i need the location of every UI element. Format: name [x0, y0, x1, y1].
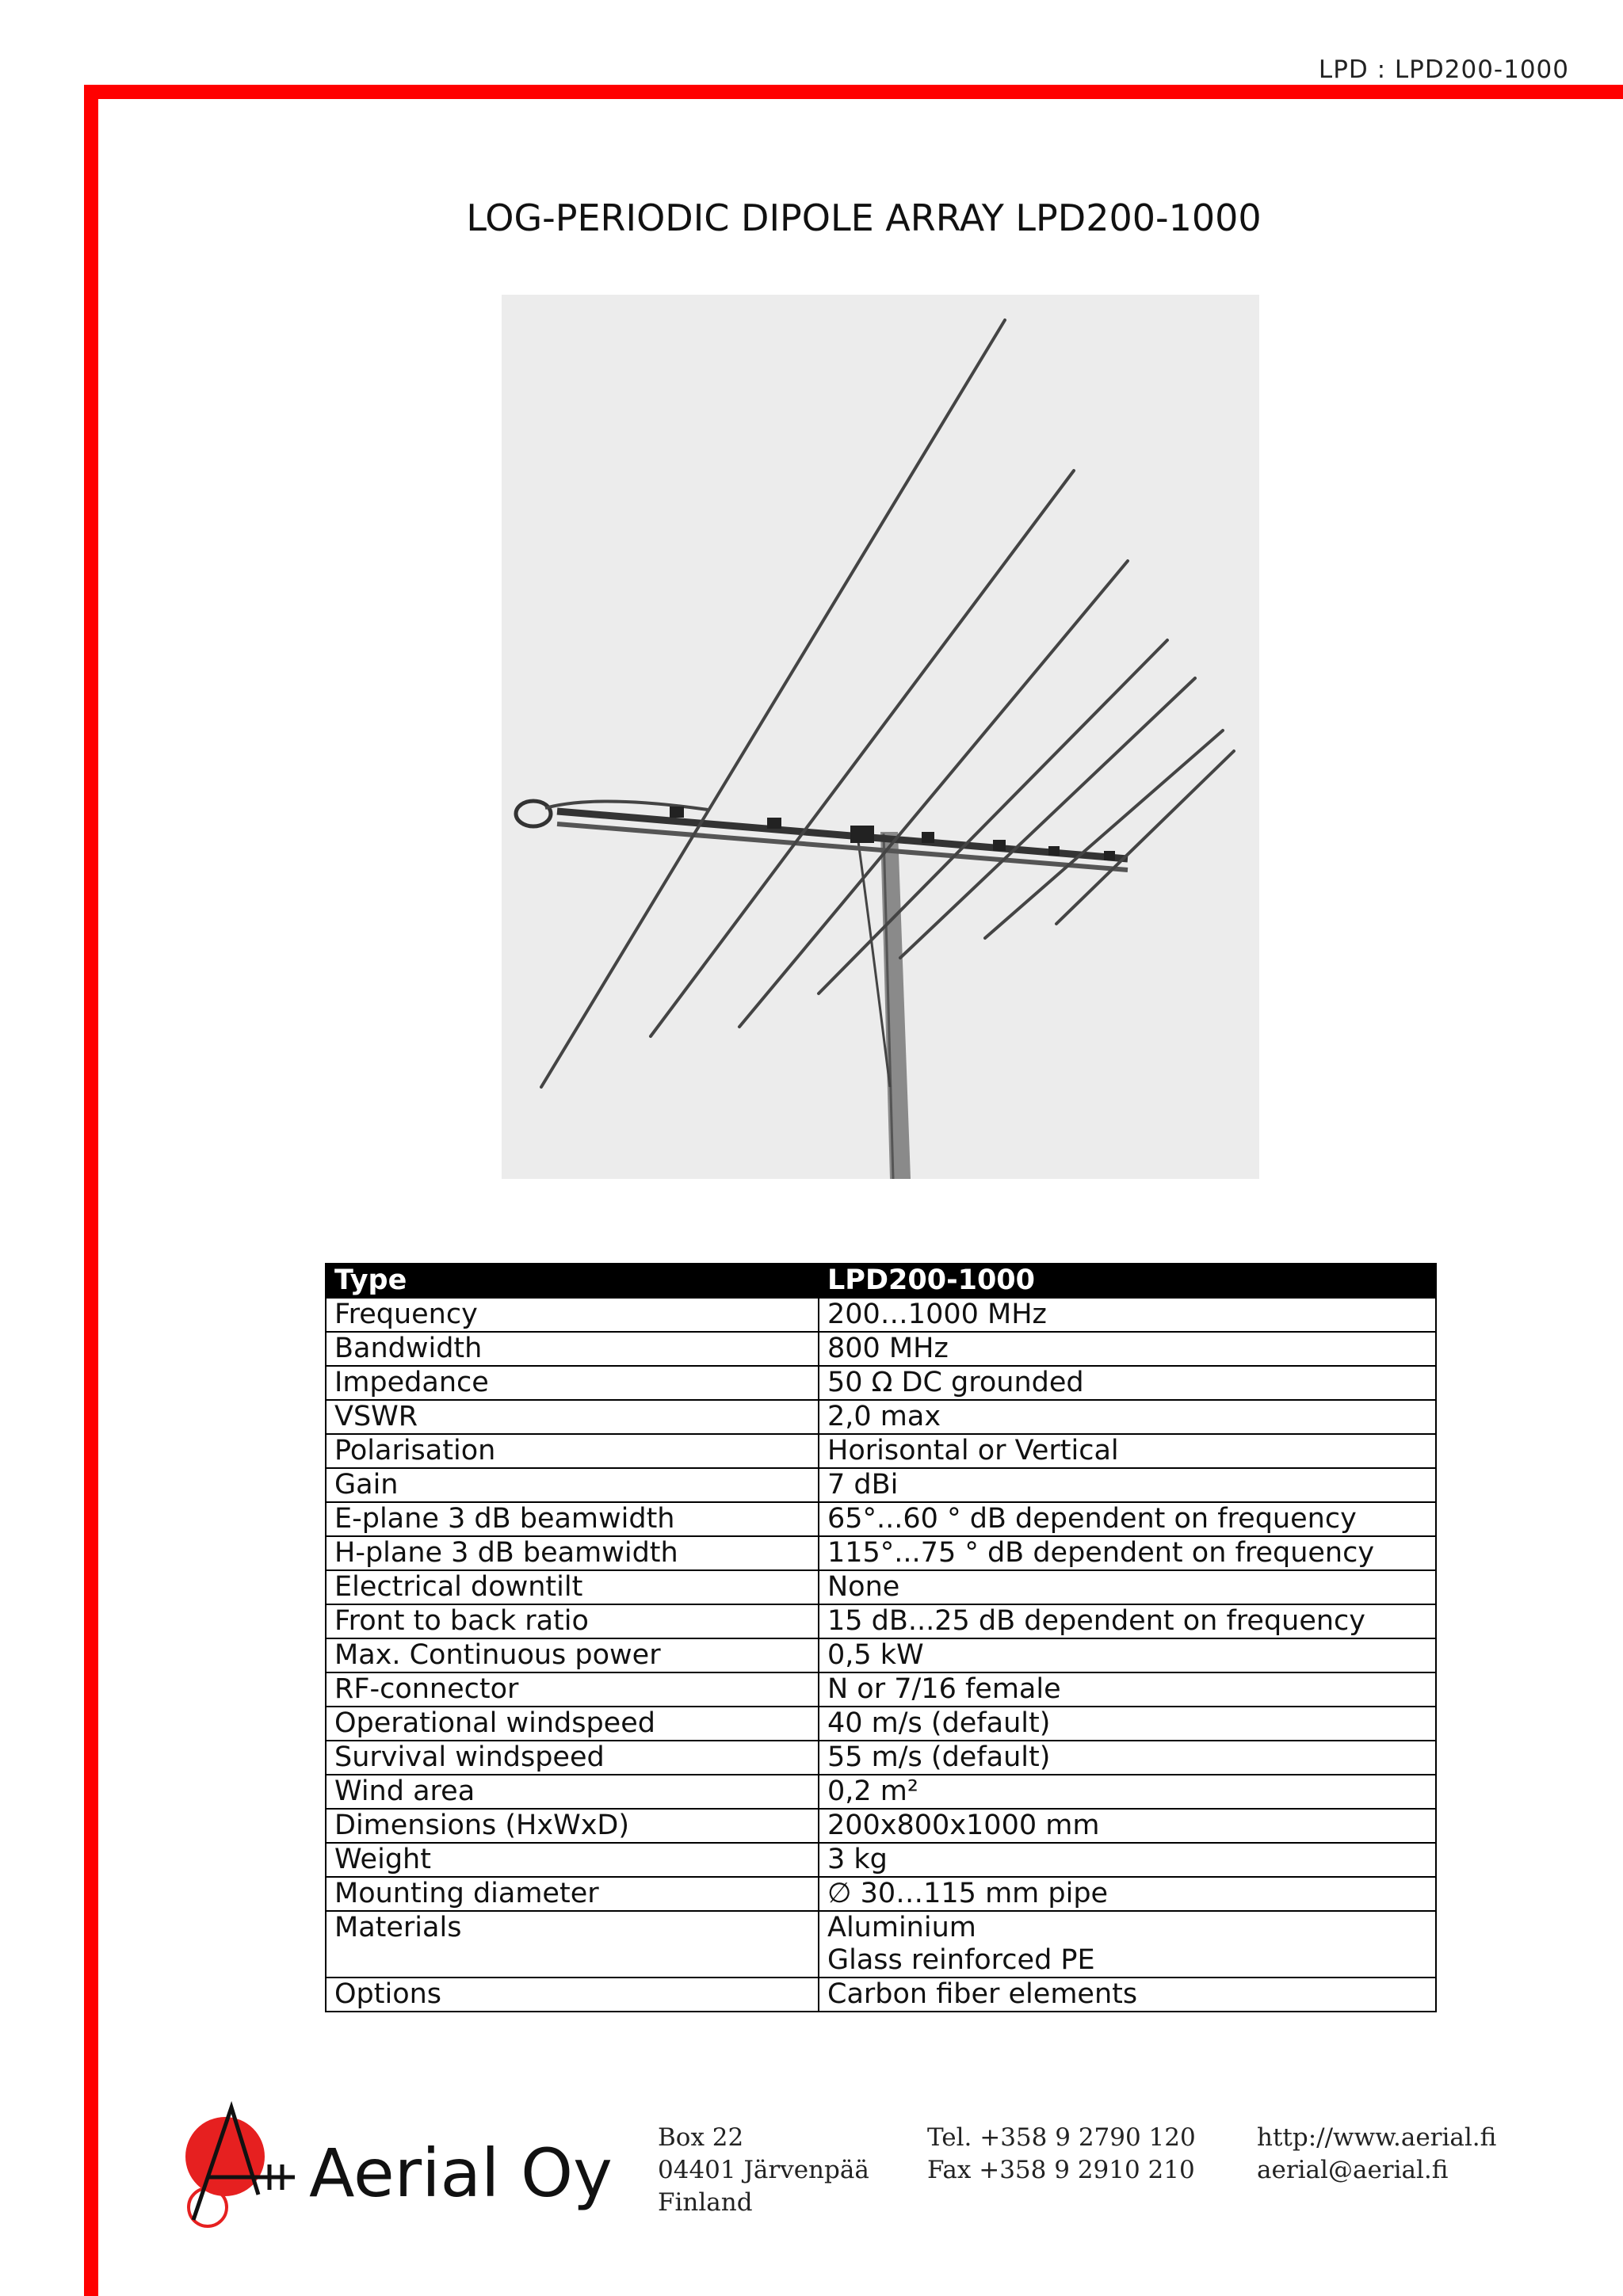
spec-label: Mounting diameter	[326, 1877, 819, 1911]
website-link[interactable]: http://www.aerial.fi	[1257, 2123, 1497, 2152]
spec-value: ∅ 30…115 mm pipe	[819, 1877, 1436, 1911]
spec-label: Polarisation	[326, 1434, 819, 1468]
spec-header-label: Type	[326, 1264, 819, 1298]
spec-row	[326, 1978, 1436, 2012]
red-left-rule	[84, 85, 98, 2296]
spec-row	[326, 1809, 1436, 1843]
spec-value: 0,2 m²	[819, 1775, 1436, 1809]
spec-label: RF-connector	[326, 1672, 819, 1707]
aerial-oy-logo	[176, 2101, 636, 2234]
spec-row	[326, 1298, 1436, 1332]
spec-row	[326, 1741, 1436, 1775]
spec-value: 15 dB...25 dB dependent on frequency	[819, 1604, 1436, 1638]
spec-value-line: Aluminium	[827, 1912, 976, 1943]
fax-line: Fax +358 9 2910 210	[927, 2156, 1195, 2184]
spec-label: Dimensions (HxWxD)	[326, 1809, 819, 1843]
spec-value: 7 dBi	[819, 1468, 1436, 1502]
spec-row	[326, 1638, 1436, 1672]
address-line: Box 22	[658, 2123, 744, 2152]
spec-value: 65°...60 ° dB dependent on frequency	[819, 1502, 1436, 1536]
spec-value: 3 kg	[819, 1843, 1436, 1877]
antenna-photo	[502, 295, 1259, 1179]
spec-row	[326, 1707, 1436, 1741]
spec-row	[326, 1366, 1436, 1400]
spec-label: Front to back ratio	[326, 1604, 819, 1638]
spec-value: Carbon fiber elements	[819, 1978, 1436, 2012]
spec-value-line: Glass reinforced PE	[827, 1944, 1095, 1976]
contact-web	[1257, 2122, 1496, 2187]
spec-label: Wind area	[326, 1775, 819, 1809]
spec-label: Survival windspeed	[326, 1741, 819, 1775]
red-top-rule	[84, 85, 1623, 99]
spec-label: Operational windspeed	[326, 1707, 819, 1741]
spec-row	[326, 1843, 1436, 1877]
spec-value: None	[819, 1570, 1436, 1604]
spec-row	[326, 1502, 1436, 1536]
spec-label: VSWR	[326, 1400, 819, 1434]
email-link[interactable]: aerial@aerial.fi	[1257, 2156, 1449, 2184]
spec-label: H-plane 3 dB beamwidth	[326, 1536, 819, 1570]
spec-value: 2,0 max	[819, 1400, 1436, 1434]
spec-label: Impedance	[326, 1366, 819, 1400]
address-line: Finland	[658, 2188, 753, 2217]
document-reference: LPD : LPD200-1000	[1318, 55, 1569, 84]
spec-row	[326, 1877, 1436, 1911]
spec-value: Horisontal or Vertical	[819, 1434, 1436, 1468]
spec-row	[326, 1775, 1436, 1809]
spec-label: Frequency	[326, 1298, 819, 1332]
logo-wordmark: Aerial Oy	[309, 2134, 613, 2212]
spec-label: Weight	[326, 1843, 819, 1877]
spec-label: Bandwidth	[326, 1332, 819, 1366]
spec-label: Gain	[326, 1468, 819, 1502]
spec-table-header	[326, 1264, 1436, 1298]
spec-value: 200x800x1000 mm	[819, 1809, 1436, 1843]
spec-value: 0,5 kW	[819, 1638, 1436, 1672]
spec-value: 55 m/s (default)	[819, 1741, 1436, 1775]
spec-label: Options	[326, 1978, 819, 2012]
phone-line: Tel. +358 9 2790 120	[927, 2123, 1196, 2152]
spec-label: E-plane 3 dB beamwidth	[326, 1502, 819, 1536]
spec-value: N or 7/16 female	[819, 1672, 1436, 1707]
spec-row	[326, 1400, 1436, 1434]
page-title: LOG-PERIODIC DIPOLE ARRAY LPD200-1000	[466, 196, 1262, 239]
spec-header-value: LPD200-1000	[819, 1264, 1436, 1298]
contact-phone	[927, 2122, 1196, 2187]
spec-row	[326, 1570, 1436, 1604]
spec-value: 200…1000 MHz	[819, 1298, 1436, 1332]
spec-value: 40 m/s (default)	[819, 1707, 1436, 1741]
spec-row	[326, 1672, 1436, 1707]
address-line: 04401 Järvenpää	[658, 2156, 869, 2184]
spec-value: 50 Ω DC grounded	[819, 1366, 1436, 1400]
spec-label: Max. Continuous power	[326, 1638, 819, 1672]
contact-address	[658, 2122, 869, 2219]
spec-value: 115°...75 ° dB dependent on frequency	[819, 1536, 1436, 1570]
spec-row	[326, 1332, 1436, 1366]
spec-label: Materials	[326, 1911, 819, 1978]
spec-row	[326, 1604, 1436, 1638]
spec-value: 800 MHz	[819, 1332, 1436, 1366]
spec-row	[326, 1536, 1436, 1570]
spec-row	[326, 1911, 1436, 1978]
spec-row	[326, 1434, 1436, 1468]
spec-row	[326, 1468, 1436, 1502]
spec-label: Electrical downtilt	[326, 1570, 819, 1604]
spec-value	[819, 1911, 1436, 1978]
spec-table	[325, 1263, 1437, 2012]
